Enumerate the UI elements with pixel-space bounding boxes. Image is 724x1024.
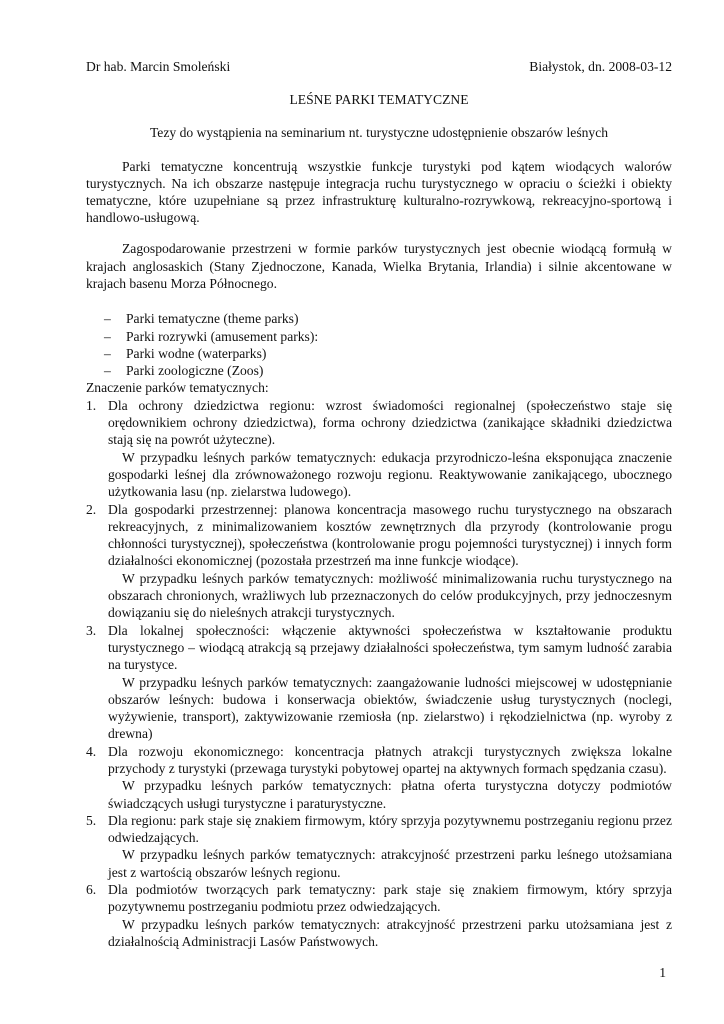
list-item [104, 362, 672, 379]
numbered-item [86, 812, 672, 881]
intro-paragraph: Zagospodarowanie przestrzeni w formie parków turystycznych jest obecnie wiodącą formułą w krajach anglosaskich (Stany Zjednoczone, Kanada, Wielka Brytania, Irlandia) i silnie akcentowane w krajach basenu Morza Północnego. [86, 241, 672, 291]
dash-bullet: – [104, 345, 111, 361]
item-forest-note: W przypadku leśnych parków tematycznych: atrakcyjność przestrzeni parku leśnego utożsamiana jest z wartością obszarów leśnych regionu. [108, 847, 672, 880]
bullet-list [104, 310, 672, 379]
item-forest-note: W przypadku leśnych parków tematycznych: zaangażowanie ludności miejscowej w udostępnianie obszarów leśnych: budowa i konserwacja obiektów, świadczenie usług turystycznych (noclegi, wyżywienie, transport), zaktywizowanie rzemiosła (np. zielarstwo) i rękodzielnictwa (np. wyroby z drewna) [108, 674, 672, 742]
item-forest-note: W przypadku leśnych parków tematycznych: możliwość minimalizowania ruchu turystycznego na obszarach chronionych, wrażliwych lub przeznaczonych do celów produkcyjnych, przy jednoczesnym dowiązaniu się do nieleśnych atrakcji turystycznych. [108, 570, 672, 621]
item-number: 3. [86, 622, 97, 638]
page-content [86, 58, 672, 950]
list-item-text: Parki tematyczne (theme parks) [126, 311, 299, 327]
numbered-item [86, 501, 672, 622]
item-forest-note: W przypadku leśnych parków tematycznych: płatna oferta turystyczna dotyczy podmiotów świadczących usługi turystyczne i paraturystyczne. [108, 778, 672, 811]
significance-heading: Znaczenie parków tematycznych: [86, 380, 269, 396]
numbered-list [86, 397, 672, 951]
author-name: Dr hab. Marcin Smoleński [86, 59, 231, 74]
numbered-item [86, 622, 672, 743]
dash-bullet: – [104, 328, 111, 344]
item-text: Dla regionu: park staje się znakiem firmowym, który sprzyja pozytywnemu postrzeganiu regionu przez odwiedzających. [108, 812, 672, 846]
item-number: 6. [86, 882, 97, 898]
intro-paragraph: Parki tematyczne koncentrują wszystkie funkcje turystyki pod kątem wiodących walorów turystycznych. Na ich obszarze następuje integracja ruchu turystycznego w opraciu o ścieżki i obiekty tematyczne, które uzupełniane są przez infrastrukturę kulturalno-rozrywkową, rekreacyjno-sportową i handlowo-usługową. [86, 158, 672, 226]
page-header [86, 58, 672, 75]
dash-bullet: – [104, 363, 111, 379]
list-item [104, 345, 672, 362]
numbered-item [86, 743, 672, 812]
item-forest-note: W przypadku leśnych parków tematycznych: atrakcyjność przestrzeni parku utożsamiana jest z działalnością Administracji Lasów Państwowych. [108, 916, 672, 949]
dash-bullet: – [104, 311, 111, 327]
item-number: 4. [86, 743, 97, 759]
document-title: LEŚNE PARKI TEMATYCZNE [289, 92, 469, 107]
list-item-text: Parki zoologiczne (Zoos) [126, 363, 264, 379]
item-text: Dla podmiotów tworzących park tematyczny: park staje się znakiem firmowym, który sprzyja pozytywnemu postrzeganiu podmiotu przez odwiedzających. [108, 882, 672, 915]
item-number: 5. [86, 812, 97, 828]
item-text: Dla lokalnej społeczności: włączenie aktywności społeczeństwa w kształtowanie produktu turystycznego – wiodącą atrakcją są przejawy działalności społeczeństwa, tym samym ludność zarabia na turystyce. [108, 622, 672, 673]
item-forest-note: W przypadku leśnych parków tematycznych: edukacja przyrodniczo-leśna eksponująca znaczenie gospodarki leśnej dla zrównoważonego rozwoju regionu. Reaktywowanie zanikającego, ubocznego użytkowania lasu (np. zielarstwa ludowego). [108, 449, 672, 500]
item-number: 1. [86, 397, 97, 413]
list-item-text: Parki wodne (waterparks) [126, 345, 267, 361]
numbered-item [86, 881, 672, 950]
list-item-text: Parki rozrywki (amusement parks): [126, 328, 319, 344]
item-number: 2. [86, 501, 97, 517]
item-text: Dla ochrony dziedzictwa regionu: wzrost świadomości regionalnej (społeczeństwo staje się orędownikiem ochrony dziedzictwa), forma ochrony dziedzictwa (zanikające składniki dziedzictwa stają się na powrót użyteczne). [108, 397, 672, 448]
list-item [104, 310, 672, 327]
item-text: Dla rozwoju ekonomicznego: koncentracja płatnych atrakcji turystycznych zwiększa lokalne przychody z turystyki (przewaga turystyki pobytowej opartej na aktywnych formach spędzania czasu). [108, 743, 672, 776]
item-text: Dla gospodarki przestrzennej: planowa koncentracja masowego ruchu turystycznego na obszarach rekreacyjnych, z minimalizowaniem kosztów zewnętrznych dla przyrody (kontrolowanie progu chłonności turystycznej), społeczeństwa (kontrolowanie progu pojemności turystycznej) i innych form działalności ekonomicznej (pozostała przestrzeń ma inne funkcje wiodące). [108, 501, 672, 569]
place-date: Białystok, dn. 2008-03-12 [529, 59, 672, 74]
page-number: 1 [659, 965, 666, 980]
document-subtitle: Tezy do wystąpienia na seminarium nt. turystyczne udostępnienie obszarów leśnych [149, 125, 609, 141]
list-item [104, 328, 672, 345]
numbered-item [86, 397, 672, 501]
